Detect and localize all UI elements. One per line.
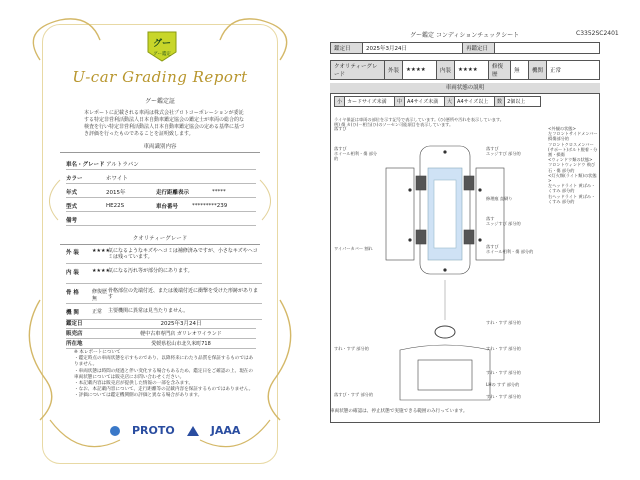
- row-car-name: 車名・グレード アルトラパン: [66, 158, 256, 170]
- annotation: すれ・すず 部分的: [486, 394, 521, 399]
- quality-section-heading: クオリティーグレード: [60, 234, 260, 245]
- vehicle-section-heading: 車両識別内容: [60, 142, 260, 153]
- info-table-grades: クオリティーグレード 外装 ★★★★ 内装 ★★★★ 修復歴 無 機関 正常: [330, 60, 600, 80]
- annotation: 落すび エッジすび 部分的: [486, 146, 521, 156]
- grade-interior: 内 装 ★★★★ 気になる汚れ等が部分的にあります。: [66, 266, 262, 284]
- grade-engine: 機 関 正常 主要機関に異常は見当たりません。: [66, 306, 262, 320]
- annotation: すれ・すず 部分的: [486, 370, 521, 375]
- row-model: 型式 HE22S 車台番号 *********239: [66, 200, 256, 212]
- damage-size-legend: 小 カードサイズ未満 中 A4サイズ未満 大 A4サイズ以上 数 2個以上: [334, 96, 541, 107]
- jaaa-logo: JAAA: [210, 424, 241, 437]
- annotation: 落すび ホイール相利・傷 部分的: [486, 244, 534, 254]
- goo-kantei-badge-icon: [145, 30, 179, 62]
- bottom-note: 車両状態の確認は、停止状態で実施できる範囲のみ行っています。: [330, 409, 468, 414]
- info-table-top: 鑑定日 2025年3月24日 再鑑定日: [330, 42, 600, 54]
- annotation: ワイパーカバー 割れ: [334, 246, 373, 251]
- report-notes: ※ 本レポートについて ・鑑定時点の車両状態を示すものであり、以降将来にわたり品質を保証するものではありません。 ・車両状態は時間の経過と伴い変化する場合もあるため、鑑定日をご確認の上、現在の車両状態については販売店にお問い合わせください。 ・本記載内容は販売店が提供した情報の一部を含みます。 ・なお、本記載内容について、走行距離等の記載内容を保証するものではありません。 ・評価については鑑定機関側の評価と異なる場合があります。: [74, 350, 254, 399]
- jaaa-logo-icon: [187, 426, 199, 436]
- logos: [110, 424, 240, 437]
- row-year: 年式 2015年 走行距離表示 *****: [66, 186, 256, 198]
- row-dealer: 販売店 軽中古車専門店 ガリレオワイランド: [66, 328, 256, 339]
- sheet-title: グー鑑定 コンディションチェックシート: [410, 32, 520, 39]
- certificate-title: グー鑑定証: [144, 98, 175, 105]
- diagram-title: 車両状態の説明: [330, 83, 600, 94]
- annotation: 修理痕 直刷り: [486, 196, 513, 201]
- annotation: 落すび・すず 部分的: [334, 392, 374, 397]
- report-title: U-car Grading Report: [72, 68, 248, 86]
- annotation: 落すび ホイール相利・傷 部分的: [334, 146, 378, 161]
- annotation: 落す エッジすび 部分的: [486, 216, 521, 226]
- svg-text:グー: グー: [152, 39, 172, 49]
- annotation: すれ・すず 部分的: [486, 346, 521, 351]
- row-inspection-date: 鑑定日 2025年3月24日: [66, 318, 256, 329]
- intro-text: 本レポートに記載される車両は株式会社プロトコーポレーションが委託する特定非営利活動法人日本自動車鑑定協会の鑑定士が車両の総合的な検査を行い特定非営利活動法人日本自動車鑑定協会の定める基準に基づき評価を行ったものであることを証明致します。: [84, 110, 245, 137]
- row-color: カラー ホワイト: [66, 172, 256, 184]
- annotation: すれ・すず 部分的: [334, 346, 369, 351]
- svg-text:グー鑑定: グー鑑定: [153, 52, 171, 57]
- annotation: 落すび: [334, 126, 347, 131]
- grade-exterior: 外 装 ★★★★ 気になるようなキズやヘコミは補修済みですが、小さなキズやヘコミは残っています。: [66, 246, 262, 264]
- condition-side-note: <外観の状態> 左フロントサイドメンバー 損傷部分的 フロントクロスメンバー(サポート)ボルト脱着・分割・損傷 <ウィンドウ類の状態> フロントウィンドウ 飛び石・傷 部分的 <灯火類(ライト類)の状態> 左ヘッドライト 黄ばみ・くすみ 部分的 右ヘッドライト 黄ばみ・くすみ 部分的: [548, 126, 598, 204]
- annotation: LHの すず 部分的: [486, 382, 520, 387]
- annotation: すれ・すず 部分的: [486, 320, 521, 325]
- grade-frame: 骨 格 修復歴無 骨格部位の先端付近、または後端付近に衝撃を受けた形跡があります: [66, 286, 262, 304]
- proto-logo: PROTO: [132, 424, 175, 437]
- diagram-note: ライヤ保証は車両の部位を示す記号で表示しています。(ひ)悪所や汚れを表示しています。 例) 傷 カ(ひ)－相当(ひ)のソーセン可能項目を表示しています。: [334, 117, 504, 127]
- proto-logo-icon: [110, 426, 120, 436]
- sheet-id: C3352SC2401: [576, 30, 619, 37]
- row-remarks: 備考: [66, 214, 256, 226]
- row-address: 所在地 愛媛県松山市北久米町718: [66, 338, 256, 349]
